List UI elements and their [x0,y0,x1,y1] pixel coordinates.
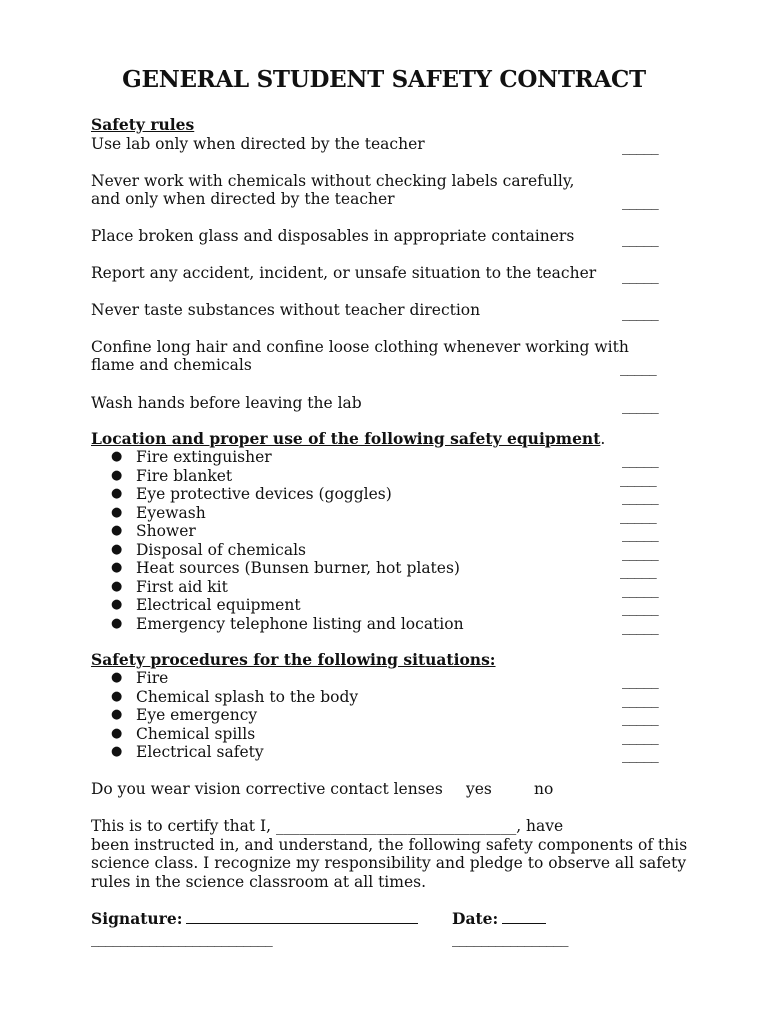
signature-field[interactable] [186,909,418,924]
rule-initial-blank[interactable]: _____ [622,266,659,284]
rule-text: Use lab only when directed by the teacher [91,135,425,153]
bullet-icon: ● [111,541,123,557]
certify-text: rules in the science classroom at all times. [91,872,427,891]
signature-row [91,909,418,928]
bullet-icon: ● [111,560,123,575]
equipment-item: Shower [136,522,196,540]
signature-dash-line[interactable]: _________________________ [91,929,273,947]
procedure-initial-blank[interactable]: _____ [622,689,659,708]
bullet-icon: ● [111,744,123,759]
procedure-initial-blank[interactable]: _____ [622,708,659,726]
bullet-icon: ● [111,467,123,483]
equipment-initial-blank[interactable]: _____ [622,524,659,542]
rule-initial-blank[interactable]: _____ [620,358,657,376]
rule-text: Report any accident, incident, or unsafe situation to the teacher [91,264,597,282]
procedure-item: Chemical spills [136,724,256,743]
procedure-item: Eye emergency [136,706,258,724]
page-title: GENERAL STUDENT SAFETY CONTRACT [122,66,646,93]
date-label: Date: [452,909,499,928]
procedure-initial-blank[interactable]: _____ [622,745,659,763]
rule-initial-blank[interactable]: _____ [622,303,659,321]
date-dash-line[interactable]: ________________ [452,929,568,947]
equipment-item: First aid kit [136,577,228,596]
bullet-icon: ● [111,670,123,685]
equipment-item: Fire blanket [136,466,233,485]
equipment-initial-blank[interactable]: _____ [622,579,659,598]
procedure-item: Electrical safety [136,743,264,761]
bullet-icon: ● [111,615,123,631]
bullet-icon: ● [111,504,123,520]
equipment-initial-blank[interactable]: _____ [620,561,657,579]
equipment-item: Emergency telephone listing and location [136,614,464,633]
rule-initial-blank[interactable]: _____ [622,229,659,247]
bullet-icon: ● [111,486,123,501]
equipment-item: Disposal of chemicals [136,540,306,559]
rule-text: Confine long hair and confine loose clothing whenever working with [91,338,629,356]
procedure-item: Fire [136,669,169,687]
date-row [452,909,546,928]
bullet-icon: ● [111,449,123,464]
rule-initial-blank[interactable]: _____ [622,192,659,210]
procedure-initial-blank[interactable]: _____ [622,671,659,689]
equipment-initial-blank[interactable]: _____ [622,598,659,616]
equipment-item: Fire extinguisher [136,448,272,466]
equipment-heading-text: Location and proper use of the following safety equipment [91,429,601,448]
equipment-item: Electrical equipment [136,596,301,614]
bullet-icon: ● [111,597,123,612]
bullet-icon: ● [111,523,123,538]
contact-lens-question: Do you wear vision corrective contact lenses [91,780,443,798]
equipment-initial-blank[interactable]: _____ [620,505,657,524]
no-option[interactable]: no [534,780,554,798]
signature-label: Signature: [91,909,183,928]
bullet-icon: ● [111,578,123,594]
equipment-initial-blank[interactable]: _____ [622,487,659,505]
rule-initial-blank[interactable]: _____ [622,137,659,155]
safety-rules-heading: Safety rules [91,115,195,134]
rule-text: flame and chemicals [91,356,252,374]
procedure-initial-blank[interactable]: _____ [622,726,659,745]
rule-text: and only when directed by the teacher [91,190,395,208]
equipment-initial-blank[interactable]: _____ [622,616,659,635]
rule-text: Place broken glass and disposables in appropriate containers [91,227,575,245]
certify-text: been instructed in, and understand, the following safety components of this [91,835,688,854]
rule-text: Wash hands before leaving the lab [91,394,362,412]
rule-text: Never work with chemicals without checking labels carefully, [91,172,575,190]
equipment-heading-suffix: . [600,430,606,448]
equipment-initial-blank[interactable]: _____ [620,468,657,487]
equipment-item: Heat sources (Bunsen burner, hot plates) [136,559,460,577]
equipment-initial-blank[interactable]: _____ [622,450,659,468]
bullet-icon: ● [111,707,123,722]
rule-text: Never taste substances without teacher direction [91,301,481,319]
certify-text: science class. I recognize my responsibility and pledge to observe all safety [91,854,687,872]
bullet-icon: ● [111,688,123,704]
equipment-item: Eyewash [136,503,206,522]
equipment-heading [91,430,605,448]
procedure-item: Chemical splash to the body [136,687,359,706]
equipment-initial-blank[interactable]: _____ [622,542,659,561]
yes-option[interactable]: yes [466,780,492,798]
certify-text: This is to certify that I, _______________________________, have [91,817,564,835]
date-field[interactable] [502,909,546,924]
rule-initial-blank[interactable]: _____ [622,396,659,414]
equipment-item: Eye protective devices (goggles) [136,485,392,503]
procedures-heading: Safety procedures for the following situations: [91,650,496,669]
bullet-icon: ● [111,725,123,741]
